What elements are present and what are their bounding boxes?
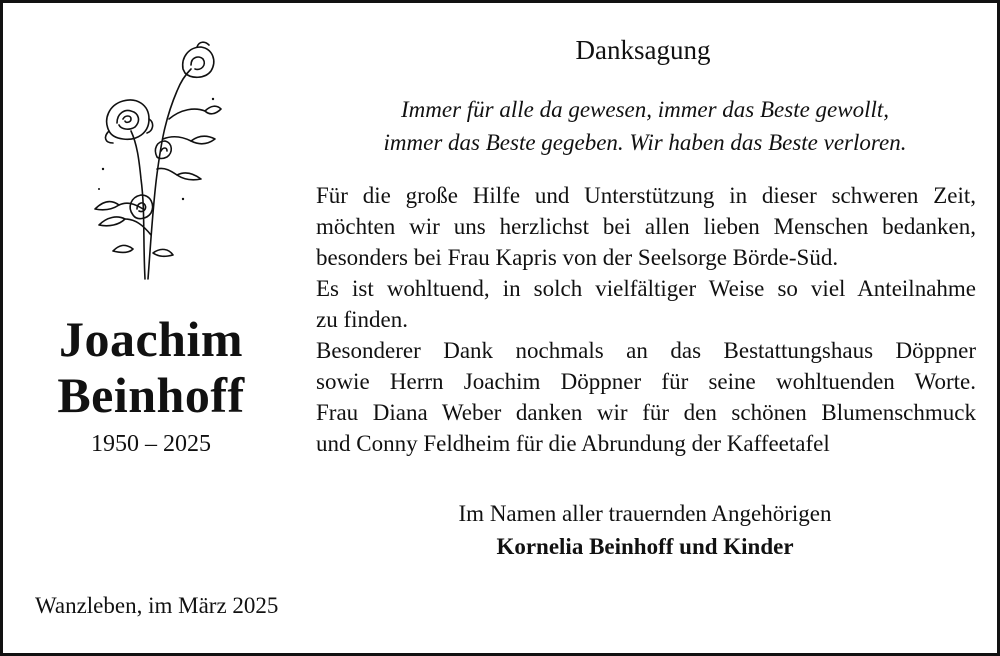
body-line: besonders bei Frau Kapris von der Seelsorge Börde-Süd.: [316, 245, 839, 270]
thanks-text: [316, 180, 976, 459]
deceased-last-name: Beinhoff: [57, 367, 245, 423]
motto-line: immer das Beste gegeben. Wir haben das Beste verloren.: [383, 130, 907, 155]
heading: Danksagung: [575, 35, 711, 65]
body-line: zu finden.: [316, 307, 408, 332]
motto: [303, 93, 987, 159]
body-line: Frau Diana Weber danken wir für den schönen Blumenschmuck: [316, 400, 976, 425]
closing-line: Im Namen aller trauernden Angehörigen: [458, 501, 832, 526]
body-line: sowie Herrn Joachim Döppner für seine wohltuenden Worte.: [316, 369, 976, 394]
body-line: und Conny Feldheim für die Abrundung der Kaffeetafel: [316, 431, 830, 456]
life-years: 1950 – 2025: [91, 431, 211, 457]
motto-line: Immer für alle da gewesen, immer das Beste gewollt,: [400, 97, 890, 122]
deceased-first-name: Joachim: [58, 311, 244, 367]
body-line: Es ist wohltuend, in solch vielfältiger Weise so viel Anteilnahme: [316, 276, 976, 301]
closing: [415, 497, 875, 563]
body-line: Für die große Hilfe und Unterstützung in dieser schweren Zeit,: [316, 183, 976, 208]
place-and-date: Wanzleben, im März 2025: [35, 593, 279, 618]
body-line: Besonderer Dank nochmals an das Bestattungshaus Döppner: [316, 338, 976, 363]
signature: Kornelia Beinhoff und Kinder: [496, 534, 794, 559]
body-line: möchten wir uns herzlichst bei allen lieben Menschen bedanken,: [316, 214, 976, 239]
rose-drawing-icon: [73, 39, 223, 283]
